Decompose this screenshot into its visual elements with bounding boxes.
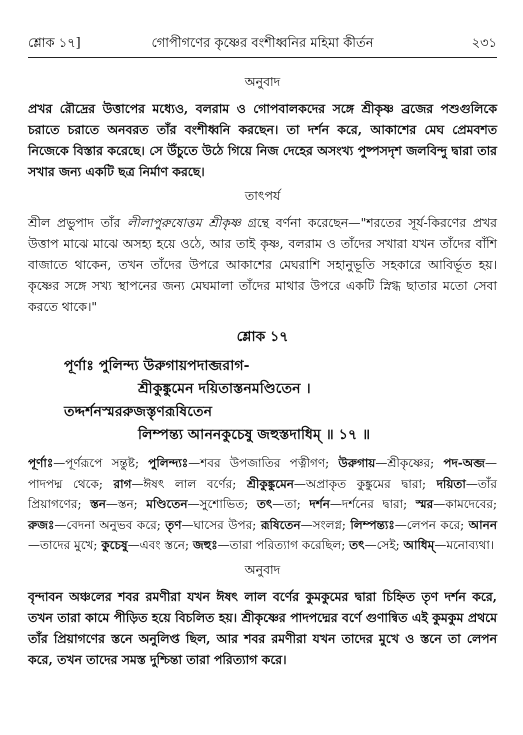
synonym-definition: —ঘাসের উপর; xyxy=(181,517,261,532)
verse-line: পূর্ণাঃ পুলিন্দ্য উরুগায়পদাব্জরাগ- xyxy=(64,358,250,374)
synonym-definition: —তাদের মুখে; xyxy=(28,538,102,552)
synonym-term: কুচেষু xyxy=(101,538,128,552)
synonym-term: উরুগায় xyxy=(338,456,376,470)
synonym-definition: —সেই; xyxy=(364,538,404,552)
synonym-term: আধিম্ xyxy=(403,538,435,552)
synonym-term: দয়িতা xyxy=(436,476,466,491)
translation-heading: অনুবাদ xyxy=(244,74,281,89)
synonym-entry xyxy=(350,518,468,532)
synonym-term: রূষিতেন xyxy=(260,517,301,532)
sanskrit-verse xyxy=(28,355,497,447)
synonym-definition: —সুশোভিত; xyxy=(187,497,257,511)
synonym-entry xyxy=(309,497,415,511)
purport-text xyxy=(28,212,497,317)
synonym-entry xyxy=(148,456,338,470)
synonym-entry xyxy=(416,497,497,511)
synonym-definition: —দর্শনের দ্বারা; xyxy=(329,497,416,511)
header-divider xyxy=(28,57,497,58)
synonym-term: রুজঃ xyxy=(28,517,55,532)
purport-text-before: শ্রীল প্রভুপাদ তাঁর xyxy=(28,215,127,230)
verse-line: লিম্পন্ত্য আননকুচেষু জহুস্তদাধিম্ ॥ ১৭ ॥ xyxy=(138,427,371,443)
synonym-term: তৎ xyxy=(349,538,365,552)
header-verse-ref: শ্লোক ১৭] xyxy=(28,36,81,51)
synonym-term: জহুঃ xyxy=(192,538,218,552)
synonym-definition: —বেদনা অনুভব করে; xyxy=(54,517,166,532)
page-content xyxy=(28,68,497,670)
synonym-entry xyxy=(101,538,193,552)
header-chapter-title: গোপীগণের কৃষ্ণের বংশীধ্বনির মহিমা কীর্তন xyxy=(151,36,374,51)
synonym-definition: —শ্রীকৃষ্ণের; xyxy=(375,456,444,470)
synonym-term: পুলিন্দ্যঃ xyxy=(148,456,189,470)
translation-heading-2: অনুবাদ xyxy=(244,561,281,577)
synonym-entry xyxy=(146,497,257,511)
synonym-term: তৎ xyxy=(256,497,273,511)
purport-book-title: লীলাপুরুষোত্তম শ্রীকৃষ্ণ xyxy=(127,215,241,230)
verse-line: তদ্দর্শনস্মররুজস্তৃণরূষিতেন xyxy=(64,404,213,420)
synonym-definition: —অপ্রাকৃত কুঙ্কুমের দ্বারা; xyxy=(293,476,437,491)
synonym-definition: —তারা পরিত্যাগ করেছিল; xyxy=(217,538,350,552)
synonym-term: পূর্ণাঃ xyxy=(28,456,54,470)
word-for-word-synonyms xyxy=(28,453,497,556)
synonym-definition: —লেপন করে; xyxy=(394,517,469,532)
synonym-definition: —সংলগ্ন; xyxy=(300,517,351,532)
synonym-entry xyxy=(247,477,437,491)
synonym-term: রাগ xyxy=(113,476,132,491)
translation-text-2: বৃন্দাবন অঞ্চলের শবর রমণীরা যখন ঈষৎ লাল বর্ণের কুমকুমের দ্বারা চিহ্নিত তৃণ দর্শন করে, তখন তারা কামে পীড়িত হয়ে বিচলিত হয়। শ্রীকৃষ্ণের পাদপদ্মের বর্ণে গুণান্বিত এই কুমকুম প্রথমে তাঁর প্রিয়াগণের স্তনে অনুলিপ্ত ছিল, আর শবর রমণীরা যখন তাদের মুখে ও স্তনে তা লেপন করে, তখন তাদের সমস্ত দুশ্চিন্তা তারা পরিত্যাগ করে। xyxy=(28,588,497,667)
synonym-term: শ্রীকুঙ্কুমেন xyxy=(246,476,294,491)
synonym-definition: —তা; xyxy=(272,497,310,511)
synonym-definition: —পাদপদ্ম থেকে; xyxy=(28,456,497,491)
purport-heading: তাৎপর্য xyxy=(244,188,281,203)
synonym-definition: —এবং স্তনে; xyxy=(127,538,193,552)
synonym-entry xyxy=(114,477,247,491)
purport-text-after: গ্রন্থে বর্ণনা করেছেন—"শরতের সূর্য-কিরণের প্রখর উত্তাপ মাঝে মাঝে অসহ্য হয়ে ওঠে, আর তাই কৃষ্ণ, বলরাম ও তাঁদের সখারা যখন তাঁদের বাঁশি বাজাতে থাকেন, তখন তাঁদের উপরে আকাশের মেঘরাশি সহানুভূতি সহকারে আবির্ভূত হয়। কৃষ্ণের সঙ্গে সখ্য স্থাপনের জন্য মেঘমালা তাঁদের মাথার উপরে একটি স্নিগ্ধ ছাতার মতো সেবা করতে থাকে।" xyxy=(28,215,497,314)
synonym-definition: —শবর উপজাতির পত্নীগণ; xyxy=(188,456,339,470)
synonym-definition: —ঈষৎ লাল বর্ণের; xyxy=(131,476,247,491)
verse-line: শ্রীকুঙ্কুমেন দয়িতাস্তনমণ্ডিতেন । xyxy=(138,381,311,397)
synonym-term: স্তন xyxy=(90,497,106,511)
synonym-entry xyxy=(349,538,403,552)
synonym-definition: —স্তন; xyxy=(105,497,147,511)
synonym-entry xyxy=(403,538,494,552)
running-header xyxy=(28,34,497,56)
synonym-definition: —মনোব্যথা। xyxy=(434,538,495,552)
synonym-entry xyxy=(165,518,261,532)
synonym-entry xyxy=(28,518,165,532)
synonym-entry xyxy=(28,456,148,470)
translation-text: প্রখর রৌদ্রের উত্তাপের মধ্যেও, বলরাম ও গোপবালকদের সঙ্গে শ্রীকৃষ্ণ ব্রজের পশুগুলিকে চরাতে চরাতে অনবরত তাঁর বংশীধ্বনি করছেন। তা দর্শন করে, আকাশের মেঘ প্রেমবশত নিজেকে বিস্তার করেছে। সে উঁচুতে উঠে গিয়ে নিজ দেহের অসংখ্য পুষ্পসদৃশ জলবিন্দু দ্বারা তার সখার জন্য একটি ছত্র নির্মাণ করছে। xyxy=(28,101,497,179)
synonym-entry xyxy=(261,518,351,532)
synonym-term: দর্শন xyxy=(309,497,330,511)
synonym-term: তৃণ xyxy=(165,517,182,532)
synonym-entry xyxy=(193,538,349,552)
synonym-definition: —তাঁর প্রিয়াগণের; xyxy=(28,476,497,511)
synonym-definition: —কামদেবের; xyxy=(433,497,498,511)
verse-number: শ্লোক ১৭ xyxy=(236,329,289,345)
synonym-term: মণ্ডিতেন xyxy=(146,497,188,511)
synonym-entry xyxy=(90,497,146,511)
synonym-term: লিম্পন্ত্যঃ xyxy=(350,517,395,532)
synonym-term: পদ-অব্জ xyxy=(443,456,485,470)
synonym-term: আনন xyxy=(468,517,497,532)
synonym-entry xyxy=(257,497,310,511)
synonym-definition: —পূর্ণরূপে সন্তুষ্ট; xyxy=(53,456,149,470)
synonym-entry xyxy=(338,456,443,470)
synonym-term: স্মর xyxy=(415,497,434,511)
header-page-number: ২৩১ xyxy=(471,36,497,51)
